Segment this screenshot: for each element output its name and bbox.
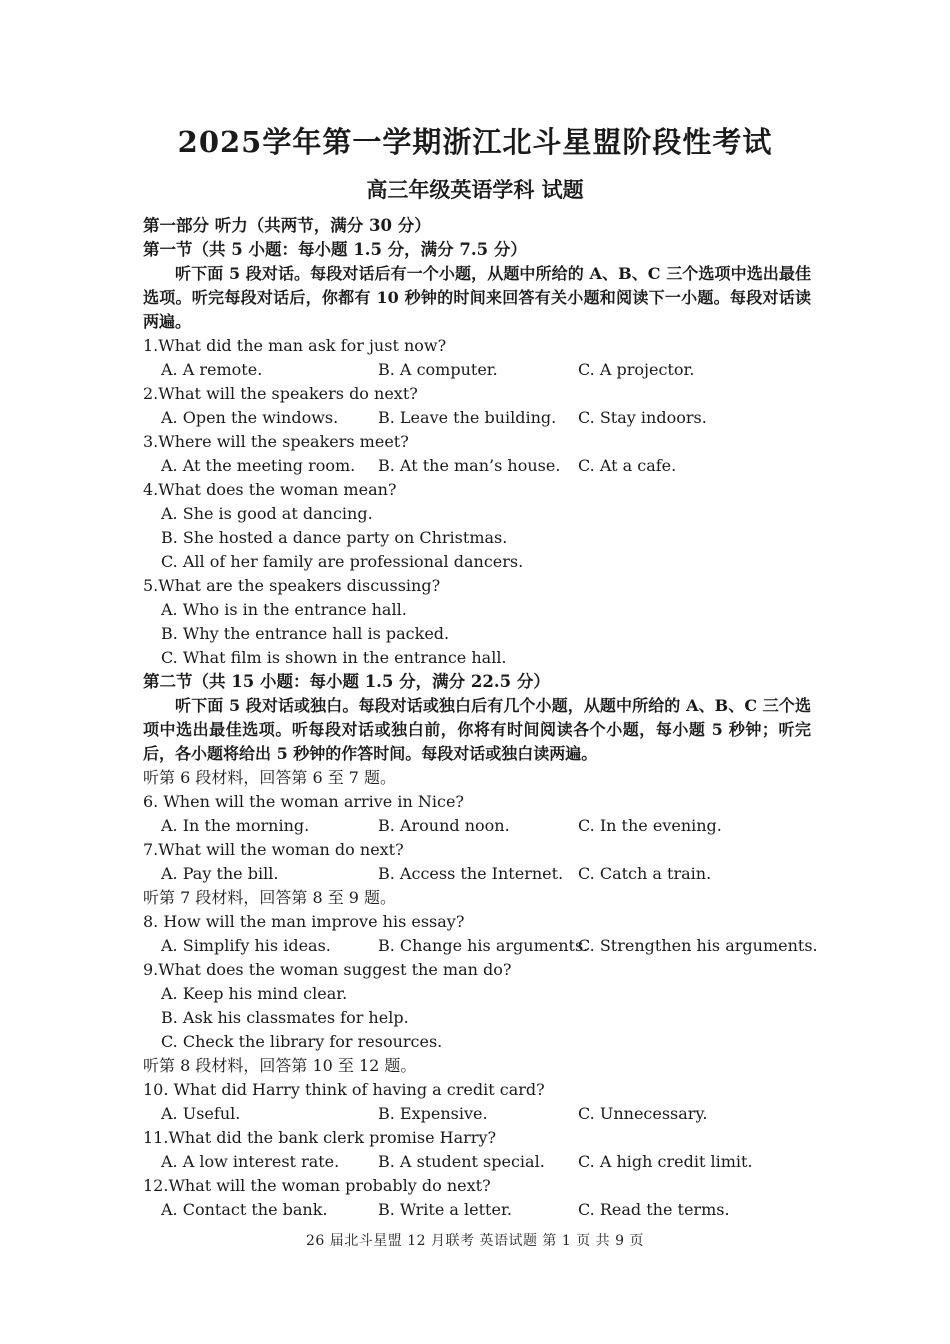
option-c: C. Strengthen his arguments. bbox=[578, 936, 818, 955]
question-3-options bbox=[143, 454, 811, 478]
option-b: B. Leave the building. bbox=[378, 408, 557, 427]
option-c: C. Check the library for resources. bbox=[161, 1032, 443, 1051]
question-2: 2.What will the speakers do next? bbox=[143, 384, 418, 403]
option-a: A. Contact the bank. bbox=[161, 1200, 328, 1219]
option-c: C. At a cafe. bbox=[578, 456, 677, 475]
option-b: B. At the man’s house. bbox=[378, 456, 561, 475]
page-footer: 26 届北斗星盟 12 月联考 英语试题 第 1 页 共 9 页 bbox=[306, 1233, 644, 1249]
section2-heading: 第二节（共 15 小题：每小题 1.5 分，满分 22.5 分） bbox=[143, 672, 550, 691]
option-c: C. Catch a train. bbox=[578, 864, 712, 883]
section2-instructions: 听下面 5 段对话或独白。每段对话或独白后有几个小题，从题中所给的 A、B、C 三个选项中选出最佳选项。听每段对话或独白前，你将有时间阅读各个小题，每小题 5 秒钟；听完后，各小题将给出 5 秒钟的作答时间。每段对话或独白读两遍。 bbox=[143, 696, 811, 763]
question-8: 8. How will the man improve his essay? bbox=[143, 912, 465, 931]
exam-subtitle: 高三年级英语学科 试题 bbox=[366, 177, 584, 202]
option-c: C. In the evening. bbox=[578, 816, 722, 835]
material-note-7: 听第 7 段材料，回答第 8 至 9 题。 bbox=[143, 888, 397, 907]
option-c: C. All of her family are professional dancers. bbox=[161, 552, 524, 571]
question-12: 12.What will the woman probably do next? bbox=[143, 1176, 491, 1195]
option-a: A. A remote. bbox=[161, 360, 263, 379]
option-a: A. Simplify his ideas. bbox=[161, 936, 331, 955]
section1-instructions: 听下面 5 段对话。每段对话后有一个小题，从题中所给的 A、B、C 三个选项中选出最佳选项。听完每段对话后，你都有 10 秒钟的时间来回答有关小题和阅读下一小题。每段对话读两遍。 bbox=[143, 264, 811, 331]
question-4: 4.What does the woman mean? bbox=[143, 480, 397, 499]
option-a: A. In the morning. bbox=[161, 816, 310, 835]
question-7: 7.What will the woman do next? bbox=[143, 840, 404, 859]
question-10: 10. What did Harry think of having a credit card? bbox=[143, 1080, 545, 1099]
option-a: A. A low interest rate. bbox=[161, 1152, 340, 1171]
option-b: B. Write a letter. bbox=[378, 1200, 512, 1219]
question-10-options bbox=[143, 1102, 811, 1126]
question-3: 3.Where will the speakers meet? bbox=[143, 432, 409, 451]
exam-title: 2025学年第一学期浙江北斗星盟阶段性考试 bbox=[177, 125, 773, 159]
option-a: A. Pay the bill. bbox=[161, 864, 279, 883]
option-c: C. Unnecessary. bbox=[578, 1104, 708, 1123]
option-b: B. Ask his classmates for help. bbox=[161, 1008, 409, 1027]
option-b: B. A computer. bbox=[378, 360, 498, 379]
option-c: C. A projector. bbox=[578, 360, 695, 379]
option-c: C. A high credit limit. bbox=[578, 1152, 753, 1171]
question-12-options bbox=[143, 1198, 811, 1222]
option-b: B. Around noon. bbox=[378, 816, 510, 835]
question-1: 1.What did the man ask for just now? bbox=[143, 336, 447, 355]
question-6: 6. When will the woman arrive in Nice? bbox=[143, 792, 464, 811]
option-b: B. Why the entrance hall is packed. bbox=[161, 624, 450, 643]
option-b: B. Change his arguments. bbox=[378, 936, 589, 955]
question-11: 11.What did the bank clerk promise Harry? bbox=[143, 1128, 497, 1147]
option-a: A. She is good at dancing. bbox=[161, 504, 373, 523]
question-1-options bbox=[143, 358, 811, 382]
option-c: C. What film is shown in the entrance hall. bbox=[161, 648, 507, 667]
option-b: B. A student special. bbox=[378, 1152, 545, 1171]
question-5: 5.What are the speakers discussing? bbox=[143, 576, 441, 595]
question-11-options bbox=[143, 1150, 811, 1174]
option-a: A. Useful. bbox=[161, 1104, 241, 1123]
option-a: A. At the meeting room. bbox=[161, 456, 356, 475]
part1-heading: 第一部分 听力（共两节，满分 30 分） bbox=[143, 216, 431, 235]
question-7-options bbox=[143, 862, 811, 886]
option-a: A. Keep his mind clear. bbox=[161, 984, 348, 1003]
option-b: B. She hosted a dance party on Christmas. bbox=[161, 528, 508, 547]
exam-content bbox=[143, 214, 818, 1222]
option-c: C. Stay indoors. bbox=[578, 408, 707, 427]
option-b: B. Expensive. bbox=[378, 1104, 488, 1123]
question-8-options bbox=[143, 934, 818, 958]
question-9: 9.What does the woman suggest the man do? bbox=[143, 960, 512, 979]
material-note-6: 听第 6 段材料，回答第 6 至 7 题。 bbox=[143, 768, 397, 787]
question-2-options bbox=[143, 406, 811, 430]
question-6-options bbox=[143, 814, 811, 838]
option-b: B. Access the Internet. bbox=[378, 864, 564, 883]
material-note-8: 听第 8 段材料，回答第 10 至 12 题。 bbox=[143, 1056, 417, 1075]
section1-heading: 第一节（共 5 小题：每小题 1.5 分，满分 7.5 分） bbox=[143, 240, 527, 259]
option-c: C. Read the terms. bbox=[578, 1200, 730, 1219]
option-a: A. Open the windows. bbox=[161, 408, 339, 427]
option-a: A. Who is in the entrance hall. bbox=[161, 600, 407, 619]
